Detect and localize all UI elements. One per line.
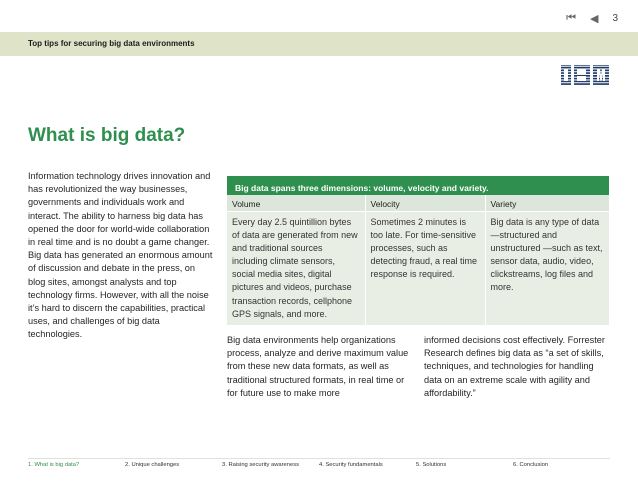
table-cell-volume: Every day 2.5 quintillion bytes of data are generated from new and traditional sources including climate sensors, social media sites, digital pictures and videos, purchase transaction records, cellphone GPS signals, and more.: [227, 212, 365, 325]
page-title: What is big data?: [28, 125, 186, 146]
table-caption: Big data spans three dimensions: volume, velocity and variety.: [235, 182, 489, 193]
table-cell-variety: Big data is any type of data —structured and unstructured —such as text, sensor data, audio, video, clickstreams, log files and more.: [485, 212, 609, 325]
footer-link-security-fundamentals[interactable]: 4. Security fundamentals: [319, 462, 383, 468]
table-header-velocity: Velocity: [365, 195, 485, 212]
footer-link-what-is-big-data[interactable]: 1. What is big data?: [28, 462, 80, 468]
intro-paragraph: Information technology drives innovation and has revolutionized the way businesses, governments and individuals work and interact. The ability to harness big data has opened the door for world-wide collaboration in real time and is no doubt a game changer. Big data has generated an enormous amount of discussion and debate in the press, on blog sites, amongst analysts and top technology firms. However, with all the noise it’s hard to discern the capabilities, practical uses, and challenges of big data technologies.: [28, 171, 213, 340]
body-paragraph-right: informed decisions cost effectively. Forrester Research defines big data as “a set of skills, techniques, and technologies for handling data on an extreme scale with agility and affordability.”: [424, 335, 605, 398]
table-header-variety: Variety: [485, 195, 609, 212]
footer-link-solutions[interactable]: 5. Solutions: [416, 462, 447, 468]
body-paragraph-left: Big data environments help organizations process, analyze and derive maximum value from these new data formats, as well as traditional structured formats, in real time or for future use to make more: [227, 335, 409, 398]
ibm-logo: [560, 64, 610, 86]
footer-link-security-awareness[interactable]: 3. Raising security awareness: [222, 462, 300, 468]
page-number: 3: [612, 13, 618, 24]
page-navigation: [566, 12, 618, 25]
document-title: Top tips for securing big data environments: [28, 39, 195, 48]
big-data-dimensions-table: [227, 176, 609, 325]
footer-link-unique-challenges[interactable]: 2. Unique challenges: [125, 462, 180, 468]
header-band: [0, 32, 638, 56]
table-header-volume: Volume: [227, 195, 365, 212]
table-cell-velocity: Sometimes 2 minutes is too late. For time-sensitive processes, such as detecting fraud, a real time response is required.: [365, 212, 485, 325]
footer-divider: [28, 458, 610, 459]
previous-page-icon[interactable]: ◀: [589, 13, 599, 25]
first-page-icon[interactable]: ⏮: [566, 12, 576, 24]
section-navigation: [28, 462, 610, 468]
footer-link-conclusion[interactable]: 6. Conclusion: [513, 462, 549, 468]
